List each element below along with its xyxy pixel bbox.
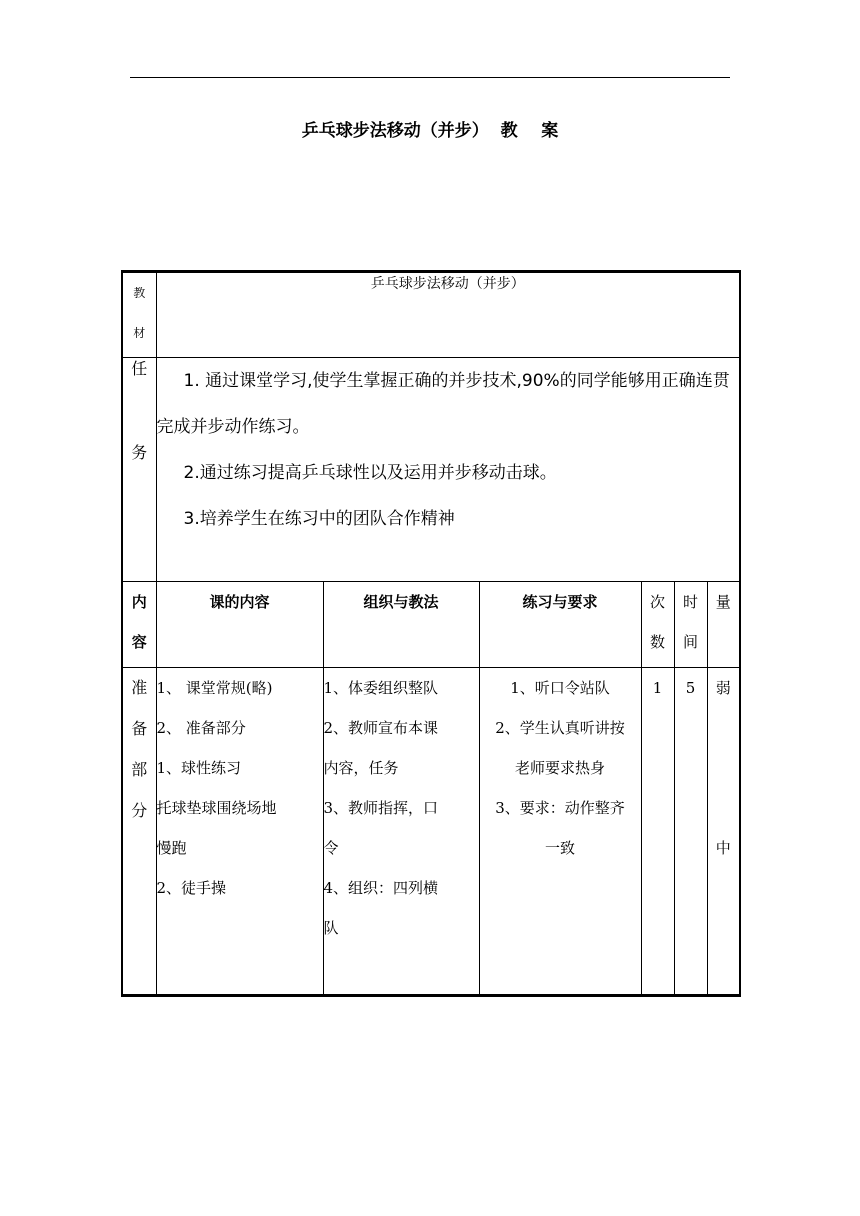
subject-label: 教 材: [122, 272, 156, 358]
tasks-label: 任 务: [122, 358, 156, 582]
content-header: 内 容: [122, 582, 156, 668]
time-cell: 5: [674, 668, 707, 996]
task-item-1: 1. 通过课堂学习,使学生掌握正确的并步技术,90%的同学能够用正确连贯完成并步动作练习。: [156, 371, 730, 437]
count-header: 次 数: [641, 582, 674, 668]
list-item: 1、听口令站队: [510, 679, 610, 697]
lesson-content-cell: [156, 668, 323, 996]
list-item: 2、 准备部分: [156, 719, 246, 737]
list-item: 1、 课堂常规(略): [156, 679, 273, 697]
practice-cell: [479, 668, 641, 996]
list-item: 2、徒手操: [156, 879, 227, 897]
list-item: 内容，任务: [323, 759, 399, 777]
header-row: [122, 582, 740, 668]
subject-value: 乒乓球步法移动（并步）: [156, 272, 740, 358]
lesson-plan-table: [121, 270, 741, 997]
list-item: 托球垫球围绕场地: [156, 799, 277, 817]
list-item: 3、要求：动作整齐: [495, 799, 625, 817]
list-item: 3、教师指挥，口: [323, 799, 439, 817]
list-item: 令: [323, 839, 339, 857]
time-header: 时 间: [674, 582, 707, 668]
load-value-weak: 弱: [715, 679, 731, 697]
tasks-row: [122, 358, 740, 582]
preparation-label: 准 备 部 分: [122, 668, 156, 996]
preparation-row: [122, 668, 740, 996]
task-item-3: 3.培养学生在练习中的团队合作精神: [183, 509, 455, 529]
practice-header: 练习与要求: [479, 582, 641, 668]
load-header: 量: [707, 582, 740, 668]
list-item: 2、学生认真听讲按: [495, 719, 625, 737]
tasks-body: [156, 358, 740, 582]
organization-cell: [323, 668, 479, 996]
count-cell: 1: [641, 668, 674, 996]
list-item: 4、组织：四列横: [323, 879, 439, 897]
lesson-content-header: 课的内容: [156, 582, 323, 668]
list-item: 老师要求热身: [514, 759, 605, 777]
task-item-2: 2.通过练习提高乒乓球性以及运用并步移动击球。: [183, 463, 557, 483]
load-cell: [707, 668, 740, 996]
list-item: 1、球性练习: [156, 759, 242, 777]
list-item: 1、体委组织整队: [323, 679, 439, 697]
list-item: 慢跑: [156, 839, 187, 857]
organization-header: 组织与教法: [323, 582, 479, 668]
load-value-medium: 中: [715, 839, 731, 857]
subject-row: [122, 272, 740, 358]
list-item: 队: [323, 919, 339, 937]
header-rule: [130, 77, 730, 78]
list-item: 一致: [544, 839, 575, 857]
page-title: 乒乓球步法移动（并步） 教 案: [301, 121, 559, 141]
list-item: 2、教师宣布本课: [323, 719, 439, 737]
